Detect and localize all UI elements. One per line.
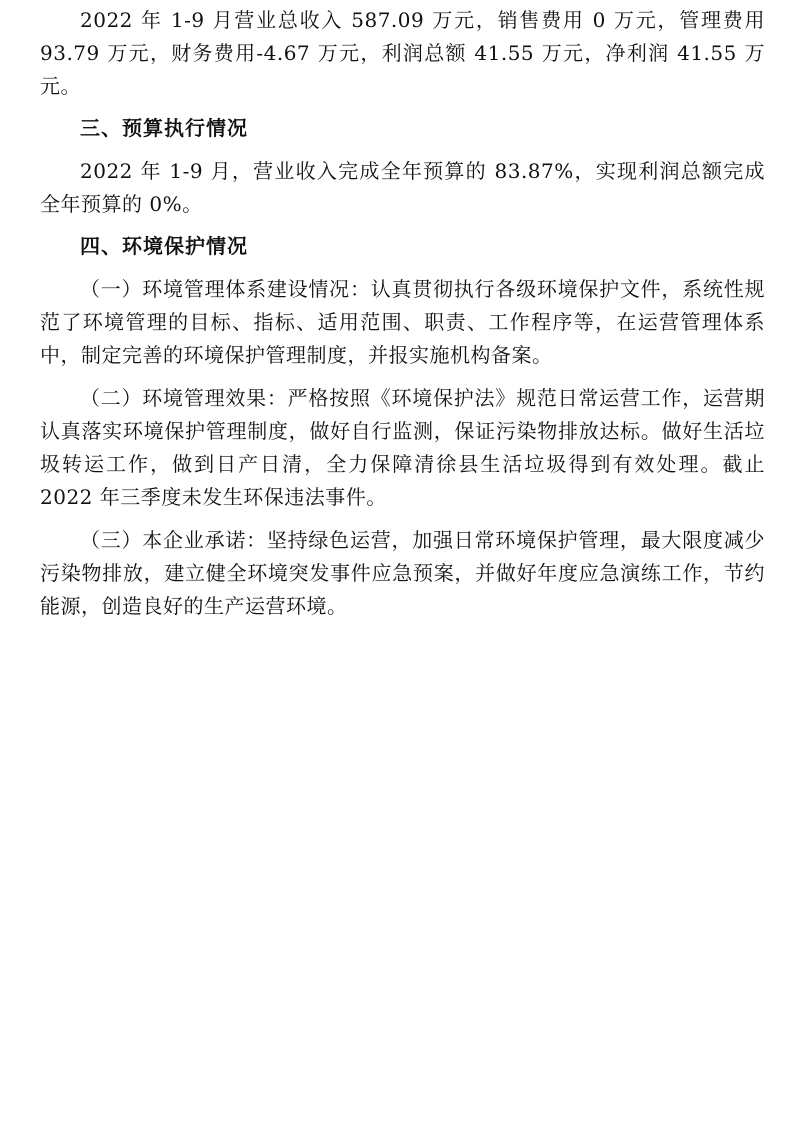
env-management-system-paragraph: （一）环境管理体系建设情况：认真贯彻执行各级环境保护文件，系统性规范了环境管理的目标、指标、适用范围、职责、工作程序等，在运营管理体系中，制定完善的环境保护管理制度，并报实施机构备案。 xyxy=(40,277,765,367)
document-page xyxy=(40,0,765,623)
environmental-protection-heading: 四、环境保护情况 xyxy=(80,234,248,258)
financial-summary-paragraph: 2022 年 1-9 月营业总收入 587.09 万元，销售费用 0 万元，管理费用 93.79 万元，财务费用-4.67 万元，利润总额 41.55 万元，净利润 41.55 万元。 xyxy=(40,8,765,98)
budget-execution-heading: 三、预算执行情况 xyxy=(80,116,248,140)
enterprise-commitment-paragraph: （三）本企业承诺：坚持绿色运营，加强日常环境保护管理，最大限度减少污染物排放，建立健全环境突发事件应急预案，并做好年度应急演练工作，节约能源，创造良好的生产运营环境。 xyxy=(40,528,765,618)
budget-execution-paragraph: 2022 年 1-9 月，营业收入完成全年预算的 83.87%，实现利润总额完成全年预算的 0%。 xyxy=(40,159,765,216)
env-management-effect-paragraph: （二）环境管理效果：严格按照《环境保护法》规范日常运营工作，运营期认真落实环境保护管理制度，做好自行监测，保证污染物排放达标。做好生活垃圾转运工作，做到日产日清，全力保障清徐县生活垃圾得到有效处理。截止 2022 年三季度未发生环保违法事件。 xyxy=(40,386,765,509)
